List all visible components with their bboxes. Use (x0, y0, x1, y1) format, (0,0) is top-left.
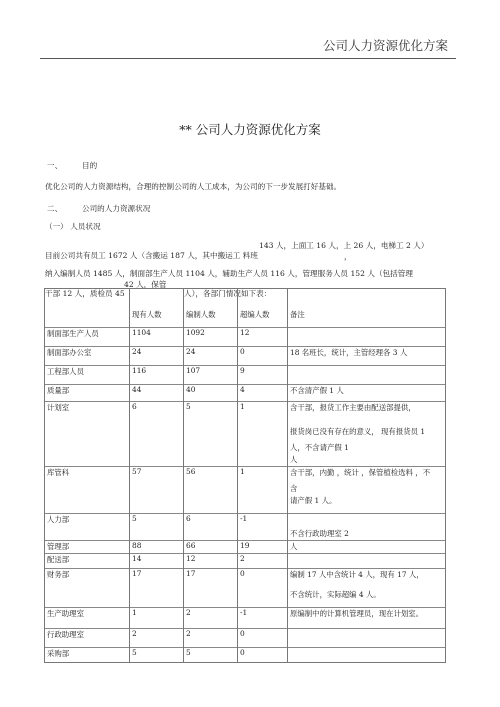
table-cell-note: 报货岗已没有存在的意义， 现有报货员 1 (288, 426, 446, 442)
table-cell-over (238, 528, 288, 541)
table-row (45, 366, 446, 385)
table-row (45, 589, 446, 608)
table-row (45, 426, 446, 442)
table-cell-dept (45, 442, 130, 454)
table-cell-now: 17 (130, 569, 184, 590)
table-cell-plan: 2 (184, 608, 238, 629)
document-title: ** 公司人力资源优化方案 (179, 122, 321, 137)
table-cell-note: 不含统计，实际超编 4 人。 (288, 589, 446, 608)
table-cell-plan: 1092 (184, 328, 238, 347)
table-cell-plan: 66 (184, 541, 238, 554)
table-cell-over: 4 (238, 385, 288, 402)
table-cell-note: 18 名班长，统计，主管经理各 3 人 (288, 347, 446, 366)
table-cell-note (288, 629, 446, 648)
table-cell-over (238, 426, 288, 442)
table-cell-dept (45, 495, 130, 514)
table-cell-dept: 计划室 (45, 402, 130, 427)
table-cell-dept: 制面部生产人员 (45, 328, 130, 347)
table-cell-over: 19 (238, 541, 288, 554)
status-line-b1: 纳入编制人员 1485 人，制面部生产人员 1104 人，辅助生产人员 116 人，管理服务人员 152 人（包括管理 (45, 269, 413, 278)
table-cell-over: 2 (238, 554, 288, 569)
table-cell-note: 不含清产假 1 人 (288, 385, 446, 402)
table-row (45, 495, 446, 514)
table-cell-now: 57 (130, 467, 184, 484)
section-2-number: 二、 (47, 204, 63, 213)
table-cell-over: 12 (238, 328, 288, 347)
section-2-heading: 公司的人力资源状况 (82, 204, 151, 213)
table-cell-note: 人 (288, 454, 446, 467)
table-cell-over (238, 454, 288, 467)
table-cell-now (130, 483, 184, 495)
subsection-heading: （一） 人员状况 (45, 222, 101, 231)
table-cell-dept: 采购部 (45, 648, 130, 663)
table-cell-dept: 库管科 (45, 467, 130, 484)
table-cell-now: 24 (130, 347, 184, 366)
table-cell-over (238, 495, 288, 514)
table-cell-plan (184, 426, 238, 442)
table-row (45, 514, 446, 529)
table-cell-plan (184, 528, 238, 541)
table-row (45, 629, 446, 648)
table-cell-dept: 质量部 (45, 385, 130, 402)
table-cell-over: -1 (238, 608, 288, 629)
table-row (45, 608, 446, 629)
table-cell-over: 1 (238, 467, 288, 484)
table-cell-note: 含干部，报货工作主要由配送部提供， (288, 402, 446, 427)
table-cell-dept: 生产助理室 (45, 608, 130, 629)
table-cell-plan: 5 (184, 402, 238, 427)
header-cell: 超编人数 (238, 289, 288, 328)
table-cell-note: 人 (288, 541, 446, 554)
section-1-number: 一、 (47, 161, 63, 170)
table-cell-dept (45, 528, 130, 541)
table-cell-over (238, 442, 288, 454)
table-cell-plan: 6 (184, 514, 238, 529)
table-cell-dept: 制面部办公室 (45, 347, 130, 366)
table-row (45, 648, 446, 663)
table-cell-note: 人，不含请产假 1 (288, 442, 446, 454)
table-row (45, 454, 446, 467)
header-cell: 备注 (288, 289, 446, 328)
staff-table (44, 288, 446, 663)
table-row (45, 402, 446, 427)
table-cell-dept: 财务部 (45, 569, 130, 590)
table-cell-over: 9 (238, 366, 288, 385)
table-cell-plan: 5 (184, 648, 238, 663)
paragraph-purpose: 优化公司的人力资源结构，合理的控制公司的人工成本，为公司的下一步发展打好基础。 (45, 182, 342, 191)
table-header-row (45, 289, 446, 328)
table-row (45, 569, 446, 590)
section-1-heading: 目的 (82, 161, 98, 170)
table-row (45, 483, 446, 495)
table-cell-dept (45, 426, 130, 442)
table-cell-now: 1 (130, 608, 184, 629)
table-cell-dept: 管理部 (45, 541, 130, 554)
table-cell-plan: 56 (184, 467, 238, 484)
table-cell-note: 含干部，内勤 ，统计 ，保管植检选料 ，不 (288, 467, 446, 484)
table-row (45, 385, 446, 402)
table-cell-over (238, 483, 288, 495)
table-cell-now: 2 (130, 629, 184, 648)
table-row (45, 442, 446, 454)
status-line-c2: 人），各部门情况如下表： (184, 289, 272, 298)
status-line-c1: 干部 12 人，质检员 45 (45, 289, 125, 298)
table-cell-now (130, 495, 184, 514)
table-cell-plan (184, 442, 238, 454)
table-cell-over: 1 (238, 402, 288, 427)
table-cell-dept (45, 589, 130, 608)
table-cell-dept: 配送部 (45, 554, 130, 569)
table-cell-now: 5 (130, 514, 184, 529)
running-header: 公司人力资源优化方案 (322, 38, 448, 53)
status-line-b2: 42 人，保管 (124, 280, 167, 289)
status-line-a2: 目前公司共有员工 1672 人（含搬运 187 人，其中搬运工 料班 (45, 251, 258, 260)
table-cell-now: 44 (130, 385, 184, 402)
table-cell-note (288, 514, 446, 529)
table-cell-dept (45, 483, 130, 495)
table-cell-plan: 24 (184, 347, 238, 366)
table-cell-note: 请产假 1 人。 (288, 495, 446, 514)
table-cell-note (288, 648, 446, 663)
table-cell-dept: 人力部 (45, 514, 130, 529)
table-cell-plan: 12 (184, 554, 238, 569)
table-cell-now: 14 (130, 554, 184, 569)
table-cell-dept (45, 454, 130, 467)
table-cell-note: 编制 17 人中含统计 4 人，现有 17 人， (288, 569, 446, 590)
table-cell-plan (184, 454, 238, 467)
table-cell-plan: 17 (184, 569, 238, 590)
table-cell-now: 1104 (130, 328, 184, 347)
table-cell-over: 0 (238, 629, 288, 648)
table-cell-over: 0 (238, 648, 288, 663)
table-cell-note (288, 366, 446, 385)
table-cell-dept: 工程部人员 (45, 366, 130, 385)
table-cell-plan (184, 495, 238, 514)
table-cell-now: 116 (130, 366, 184, 385)
header-rule (40, 58, 456, 59)
table-cell-over: -1 (238, 514, 288, 529)
status-line-a3: ， (344, 252, 352, 261)
table-cell-now: 5 (130, 648, 184, 663)
table-cell-now: 88 (130, 541, 184, 554)
table-cell-now (130, 528, 184, 541)
table-cell-note: 含 (288, 483, 446, 495)
table-cell-plan (184, 483, 238, 495)
table-cell-now: 6 (130, 402, 184, 427)
table-row (45, 467, 446, 484)
table-cell-dept: 行政助理室 (45, 629, 130, 648)
table-cell-plan: 2 (184, 629, 238, 648)
header-cell (45, 289, 130, 328)
table-cell-plan: 40 (184, 385, 238, 402)
table-cell-over: 0 (238, 347, 288, 366)
table-row (45, 347, 446, 366)
table-cell-now (130, 454, 184, 467)
table-cell-plan (184, 589, 238, 608)
table-row (45, 554, 446, 569)
table-cell-note: 原编制中的计算机管理员，现在计划室。 (288, 608, 446, 629)
table-cell-over: 0 (238, 569, 288, 590)
table-cell-now (130, 589, 184, 608)
table-cell-note: 不含行政助理室 2 (288, 528, 446, 541)
table-row (45, 528, 446, 541)
status-line-a1: 143 人，上面工 16 人，上 26 人，电梯工 2 人） (259, 241, 429, 250)
table-row (45, 328, 446, 347)
header-cell: 编制人数 (184, 289, 238, 328)
table-cell-over (238, 589, 288, 608)
table-cell-note (288, 328, 446, 347)
table-cell-now (130, 442, 184, 454)
table-cell-now (130, 426, 184, 442)
table-cell-note (288, 554, 446, 569)
table-row (45, 541, 446, 554)
header-cell: 现有人数 (130, 289, 184, 328)
table-cell-plan: 107 (184, 366, 238, 385)
